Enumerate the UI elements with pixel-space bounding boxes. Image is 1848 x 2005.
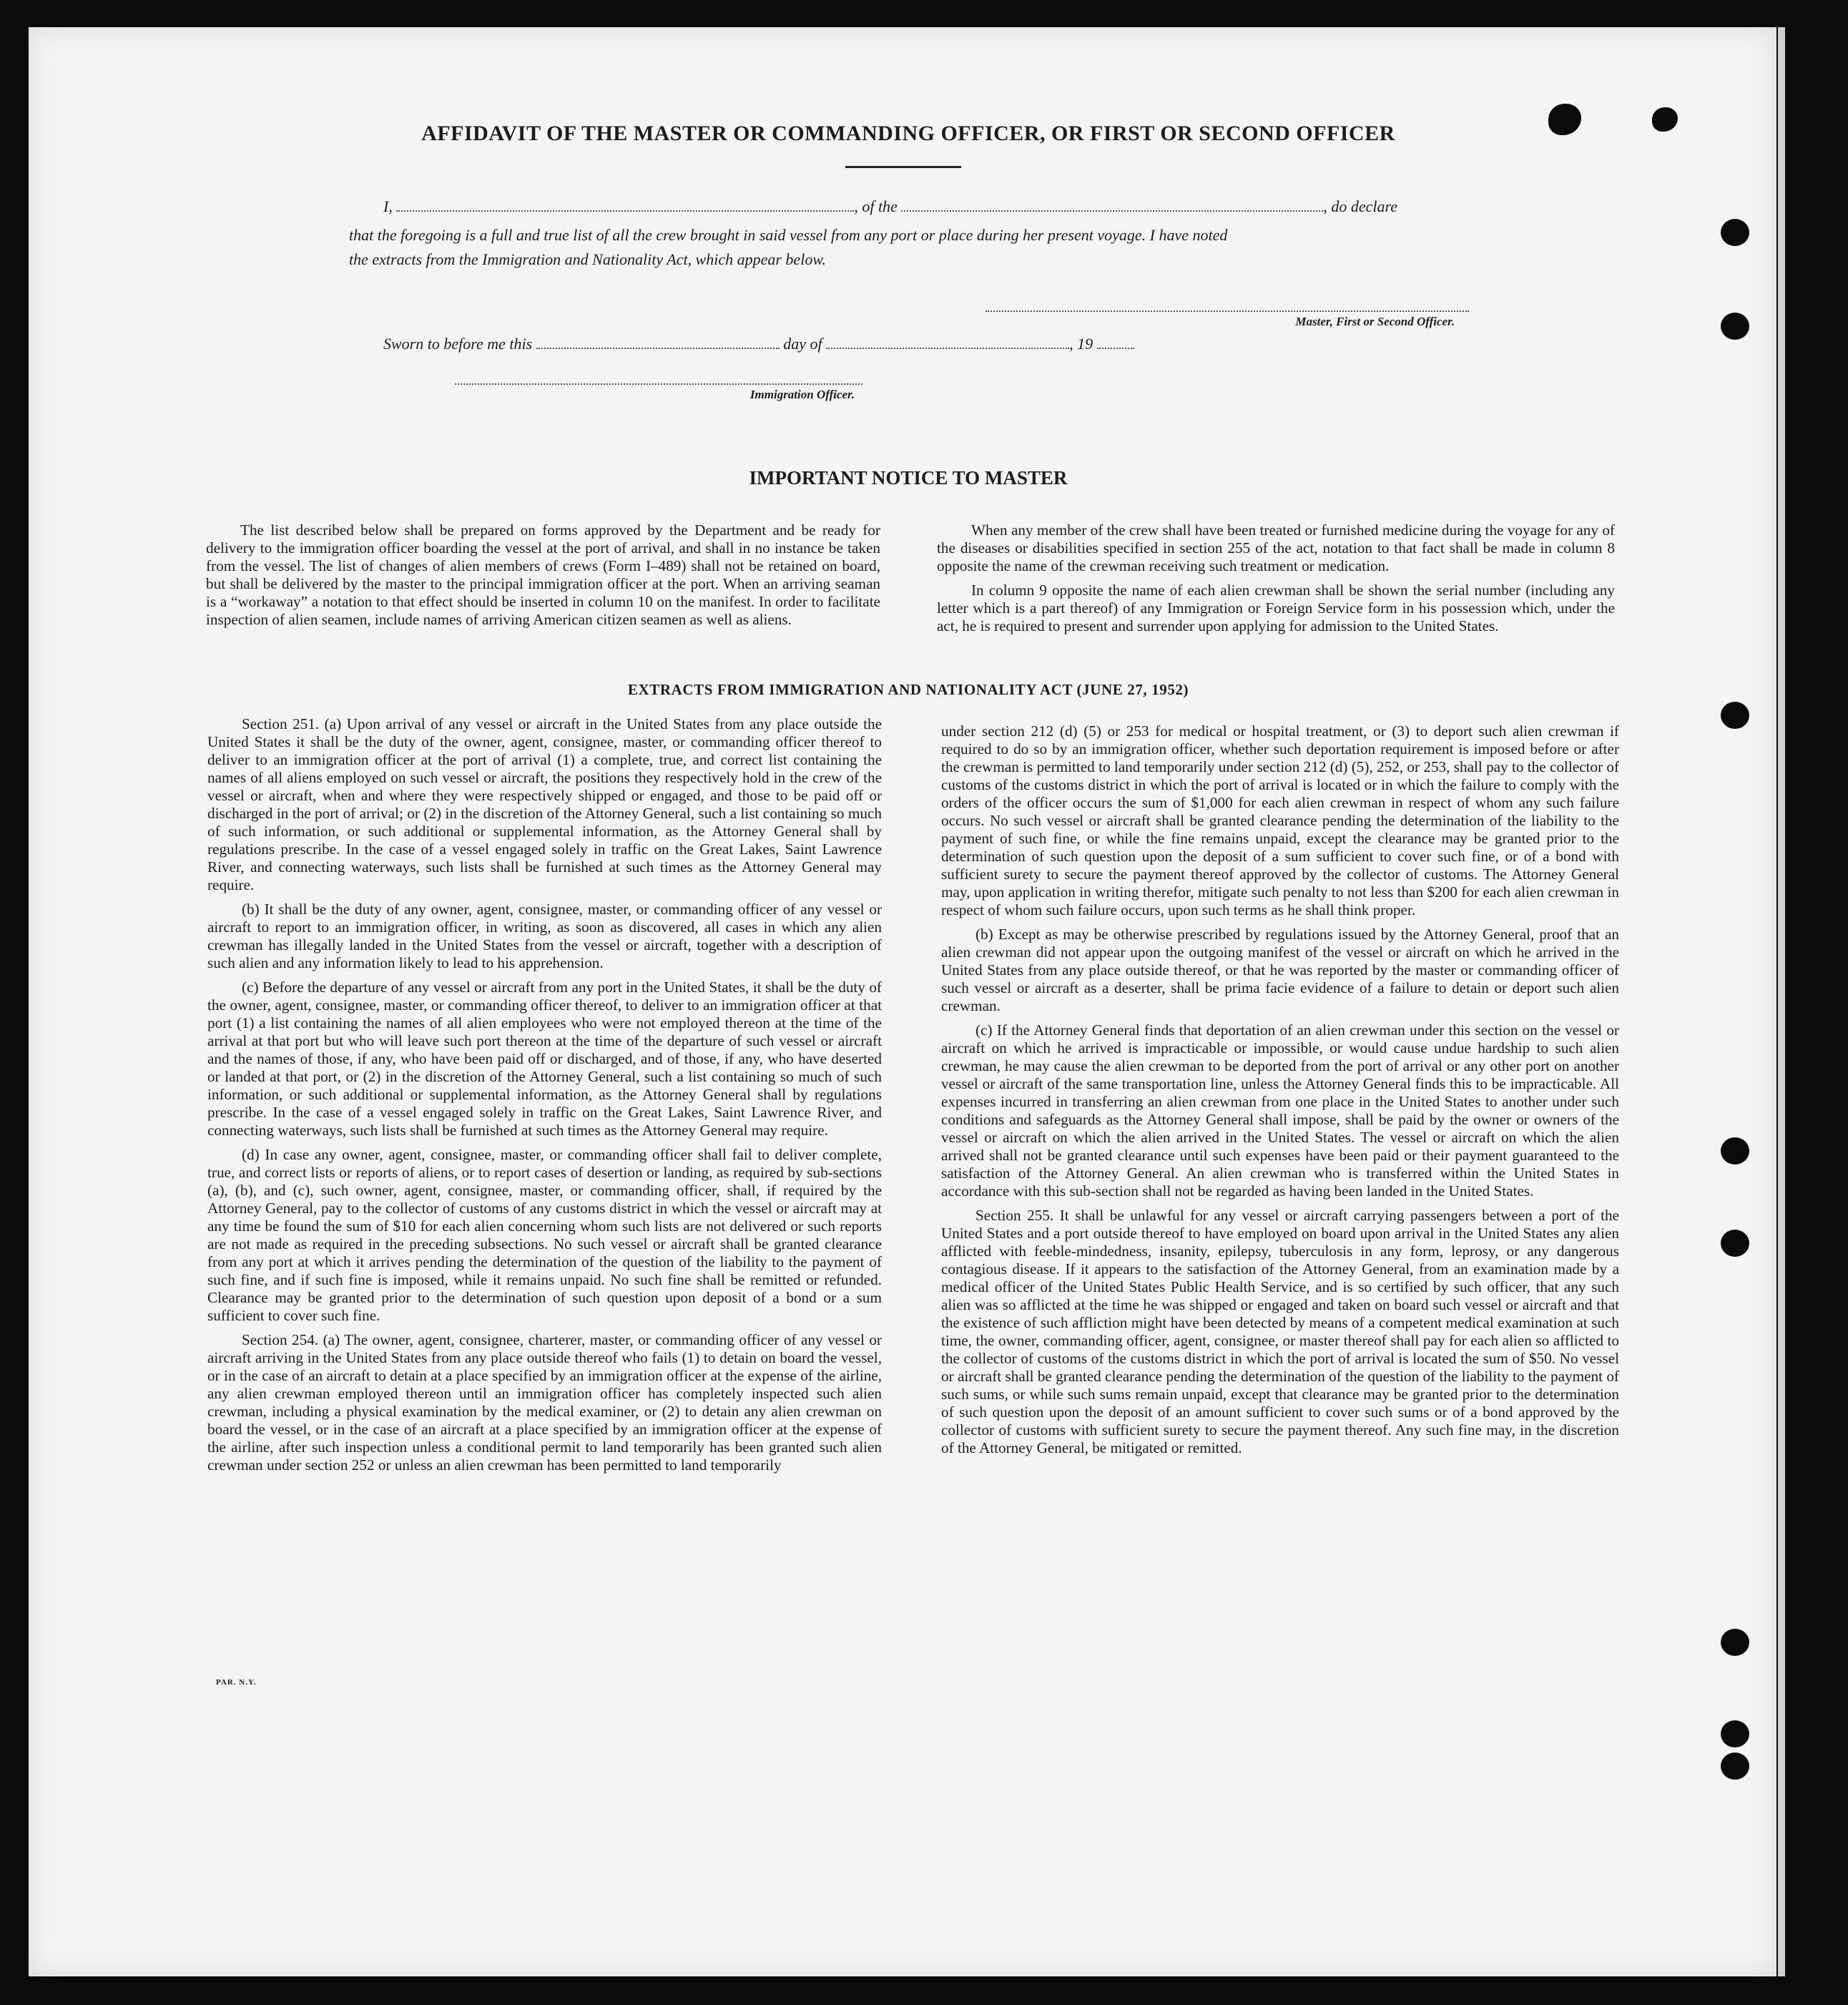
do-declare-label: , do declare [1323, 197, 1397, 215]
act-paragraph: under section 212 (d) (5) or 253 for medical or hospital treatment, or (3) to deport such alien crewman if required to do so by an immigration officer, whether such deportation requirement is imposed before or after the crewman is permitted to land temporarily under section 212 (d) (5), 252, or 253, shall pay to the collector of customs of the customs district in which the port of arrival is located or in which the failure to comply with the orders of the officer occurs the sum of $1,000 for each alien crewman in respect of whom any such failure occurs. No such vessel or aircraft shall be granted clearance pending the determination of the liability to the payment of such fine, or while the fine remains unpaid, except the clearance may be granted prior to the determination of such question upon the deposit of a sum sufficient to cover such fine, or of a bond with sufficient surety to secure the payment thereof approved by the collector of customs. The Attorney General may, upon application in writing therefor, mitigate such penalty to not less than $200 for each alien crewman in respect of whom such failure occurs, upon such terms as he shall think proper. [941, 722, 1619, 918]
statement-line-2: the extracts from the Immigration and Nationality Act, which appear below. [349, 250, 826, 268]
act-paragraph: Section 255. It shall be unlawful for any vessel or aircraft carrying passengers between a port of the United States and a port outside thereof to have employed on board upon arrival in the United States any alien afflicted with feeble-mindedness, insanity, epilepsy, tuberculosis in any form, leprosy, or any dangerous contagious disease. If it appears to the satisfaction of the Attorney General, from an examination made by a medical officer of the United States Public Health Service, and is so certified by such officer, that any such alien was so afflicted at the time he was shipped or engaged and taken on board such vessel or aircraft and that the existence of such affliction might have been detected by means of a competent medical examination at such time, the owner, commanding officer, agent, consignee, or master thereof shall pay for each alien so afflicted to the collector of customs of the customs district in which the port of arrival is located the sum of $50. No vessel or aircraft shall be granted clearance pending the determination of the question of the liability to the payment of such sums, or while such sums remain unpaid, except that clearance may be granted prior to the determination of such question upon the deposit of an amount sufficient to cover such sums or of a bond approved by the collector of customs with sufficient surety to secure the payment thereof. Any such fine may, in the discretion of the Attorney General, be mitigated or remitted. [941, 1207, 1619, 1456]
officer-caption: Immigration Officer. [749, 388, 855, 401]
punch-hole [1721, 219, 1749, 246]
notice-paragraph: When any member of the crew shall have been treated or furnished medicine during the voyage for any of the diseases or disabilities specified in section 255 of the act, notation to that fact shall be made in column 8 opposite the name of the crewman receiving such treatment or medication. [937, 521, 1615, 574]
punch-hole [1721, 1137, 1749, 1165]
declarant-label: I, [383, 197, 393, 215]
declarant-name-field[interactable] [396, 197, 854, 212]
sworn-year-field[interactable] [1097, 335, 1134, 349]
notice-left-column [206, 521, 880, 629]
punch-hole [1721, 1752, 1749, 1780]
page-edge [1778, 27, 1785, 1976]
act-paragraph: (b) It shall be the duty of any owner, agent, consignee, master, or commanding officer of any vessel or aircraft to report to an immigration officer, in writing, as soon as discovered, all cases in which any alien crewman has illegally landed in the United States from the vessel or aircraft, together with a description of such alien and any information likely to lead to his apprehension. [207, 901, 882, 971]
act-paragraph: Section 251. (a) Upon arrival of any vessel or aircraft in the United States from any place outside the United States it shall be the duty of the owner, agent, consignee, master, or commanding officer thereof to deliver to an immigration officer at the port of arrival (1) a complete, true, and correct list containing the names of all aliens employed on such vessel or aircraft, the positions they respectively hold in the crew of the vessel or aircraft, when and where they were respectively shipped or engaged, and those to be paid off or discharged in the port of arrival; or (2) in the discretion of the Attorney General, such a list containing so much of such information, or such additional or supplemental information, as the Attorney General shall by regulations prescribe. In the case of a vessel engaged solely in traffic on the Great Lakes, Saint Lawrence River, and connecting waterways, such lists shall be furnished at such times as the Attorney General may require. [207, 715, 882, 893]
punch-hole [1721, 1629, 1749, 1656]
act-paragraph: (d) In case any owner, agent, consignee, master, or commanding officer shall fail to deliver complete, true, and correct lists or reports of aliens, or to report cases of desertion or landing, as required by sub-sections (a), (b), and (c), such owner, agent, consignee, master, or commanding officer, shall, if required by the Attorney General, pay to the collector of customs of any customs district in which the vessel or aircraft may at any time be found the sum of $10 for each alien concerning whom such lists are not delivered or such reports are not made as required in the preceding subsections. No such vessel or aircraft shall be granted clearance from any port at which it arrives pending the determination of the question of the liability to the payment of such fine, and if such fine is imposed, while it remains unpaid. No such fine shall be remitted or refunded. Clearance may be granted prior to the determination of such question upon deposit of a bond or a sum sufficient to cover such fine. [207, 1146, 882, 1324]
title-rule [845, 166, 961, 168]
printer-mark: PAR. N.Y. [216, 1678, 257, 1687]
affidavit-title: AFFIDAVIT OF THE MASTER OR COMMANDING OFFICER, OR FIRST OR SECOND OFFICER [421, 122, 1395, 145]
declaration-line [383, 197, 1470, 216]
master-signature-line[interactable] [986, 310, 1469, 312]
year-label: , 19 [1069, 335, 1093, 353]
notice-paragraph: The list described below shall be prepared on forms approved by the Department and be ready for delivery to the immigration officer boarding the vessel at the port of arrival, and shall in no instance be taken from the vessel. The list of changes of alien members of crews (Form I–489) shall not be retained on board, but shall be delivered by the master to the principal immigration officer at the port. When an arriving seaman is a “workaway” a notation to that effect should be inserted in column 10 on the manifest. In order to facilitate inspection of alien seamen, include names of arriving American citizen seamen as well as aliens. [206, 521, 880, 628]
punch-hole [1721, 313, 1749, 340]
notice-paragraph: In column 9 opposite the name of each alien crewman shall be shown the serial number (including any letter which is a part thereof) of any Immigration or Foreign Service form in his possession which, under the act, he is required to present and surrender upon applying for admission to the United States. [937, 582, 1615, 634]
extracts-right-column [941, 722, 1619, 1457]
sworn-label: Sworn to before me this [383, 335, 533, 353]
of-the-label: , of the [854, 197, 898, 215]
day-of-label: day of [783, 335, 822, 353]
punch-hole [1721, 702, 1749, 729]
statement-line-1: that the foregoing is a full and true list of all the crew brought in said vessel from any port or place during her present voyage. I have noted [349, 226, 1228, 244]
act-paragraph: (c) If the Attorney General finds that deportation of an alien crewman under this section on the vessel or aircraft on which he arrived is impracticable or impossible, or would cause undue hardship to such alien crewman, he may cause the alien crewman to be deported from the port of arrival or any other port on another vessel or aircraft of the same transportation line, unless the Attorney General finds this to be impracticable. All expenses incurred in transferring an alien crewman from one place in the United States to another under such conditions and safeguards as the Attorney General shall impose, shall be paid by the owner or owners of the vessel or aircraft on which the alien arrived in the United States. The vessel or aircraft on which the alien arrived shall not be granted clearance until such expenses have been paid or their payment guaranteed to the satisfaction of the Attorney General. An alien crewman who is transferred within the United States in accordance with this sub-section shall not be regarded as having been landed in the United States. [941, 1021, 1619, 1200]
sworn-line [383, 335, 1227, 353]
extracts-title: EXTRACTS FROM IMMIGRATION AND NATIONALITY ACT (JUNE 27, 1952) [627, 681, 1189, 698]
punch-hole [1721, 1230, 1749, 1257]
act-paragraph: (c) Before the departure of any vessel or aircraft from any port in the United States, it shall be the duty of the owner, agent, consignee, master, or commanding officer thereof, to deliver to an immigration officer at that port (1) a list containing the names of all alien employees who were not employed thereon at the time of the arrival at that port but who will leave such port thereon at the time of the departure of such vessel or aircraft and the names of those, if any, who have been paid off or discharged, and of those, if any, who have deserted or landed at that port, or (2) in the discretion of the Attorney General, such a list containing so much of such information, or such additional or supplemental information, as the Attorney General shall by regulations prescribe. In the case of a vessel engaged solely in traffic on the Great Lakes, Saint Lawrence River, and connecting waterways, such lists shall be furnished at such times as the Attorney General may require. [207, 979, 882, 1139]
sworn-month-field[interactable] [826, 335, 1069, 349]
notice-title: IMPORTANT NOTICE TO MASTER [749, 467, 1068, 489]
act-paragraph: Section 254. (a) The owner, agent, consignee, charterer, master, or commanding officer of any vessel or aircraft arriving in the United States from any place outside thereof who fails (1) to detain on board the vessel, or in the case of an aircraft to detain at a place specified by an immigration officer at the expense of the airline, any alien crewman employed thereon until an immigration officer has completely inspected such alien crewman, including a physical examination by the medical examiner, or (2) to detain any alien crewman on board the vessel, or in the case of an aircraft at a place specified by an immigration officer at the expense of the airline, after such inspection unless a conditional permit to land temporarily has been granted such alien crewman under section 252 or unless an alien crewman has been permitted to land temporarily [207, 1331, 882, 1474]
vessel-name-field[interactable] [901, 197, 1323, 212]
punch-hole [1721, 1720, 1749, 1747]
notice-right-column [937, 521, 1615, 635]
master-caption: Master, First or Second Officer. [1295, 315, 1455, 328]
act-paragraph: (b) Except as may be otherwise prescribed by regulations issued by the Attorney General, proof that an alien crewman did not appear upon the outgoing manifest of the vessel or aircraft on which he arrived in the United States from any place outside thereof, or that he was reported by the master or commanding officer of such vessel or aircraft as a deserter, shall be prima facie evidence of a failure to detain or deport such alien crewman. [941, 926, 1619, 1014]
sworn-date-field[interactable] [536, 335, 780, 349]
extracts-left-column [207, 715, 882, 1474]
officer-signature-line[interactable] [455, 383, 862, 385]
